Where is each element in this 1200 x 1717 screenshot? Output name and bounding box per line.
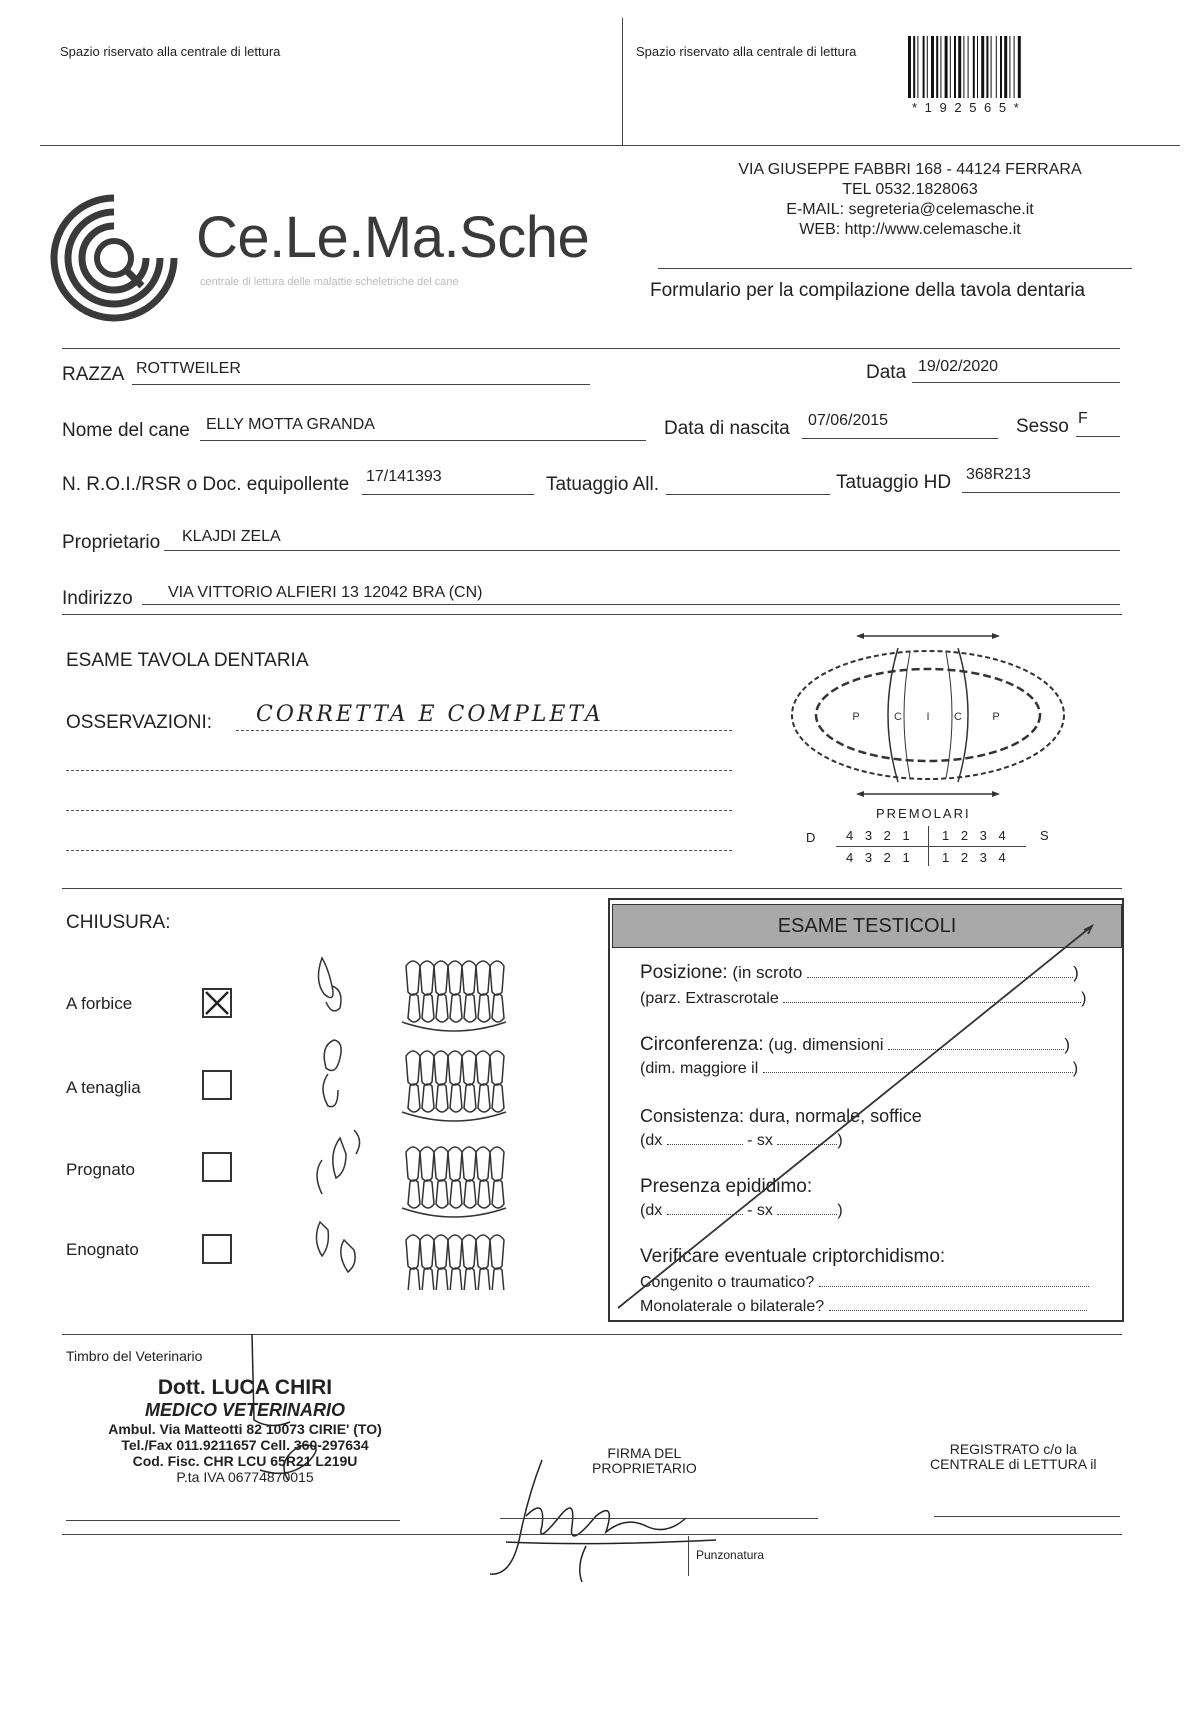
- proprietario-line: [164, 550, 1120, 551]
- checkbox-forbice[interactable]: [202, 988, 232, 1018]
- tooth-lower: [464, 994, 476, 1022]
- tatuaggio-hd-label: Tatuaggio HD: [836, 472, 952, 493]
- stamp-title: MEDICO VETERINARIO: [144, 1400, 345, 1420]
- org-web: WEB: http://www.celemasche.it: [799, 221, 1021, 238]
- tooth-lower: [436, 1268, 448, 1290]
- org-email: E-MAIL: segreteria@celemasche.it: [786, 201, 1034, 218]
- tooth-upper: [448, 1147, 462, 1181]
- osservazioni-line-4: [66, 850, 732, 851]
- side-d: D: [806, 830, 816, 845]
- presenza-dx: (dx: [640, 1202, 663, 1219]
- premolari-upper-right: 1 2 3 4: [942, 828, 1010, 843]
- nome-label: Nome del cane: [62, 420, 190, 441]
- barcode-bar: [945, 36, 948, 98]
- tooth-upper: [420, 1147, 434, 1181]
- premolari-divider: [836, 846, 1026, 847]
- tooth-upper: [406, 961, 420, 995]
- testicoli-title: ESAME TESTICOLI: [777, 915, 957, 937]
- indirizzo-value: VIA VITTORIO ALFIERI 13 12042 BRA (CN): [168, 584, 483, 601]
- barcode-bar: [1018, 36, 1021, 98]
- testicoli-circ-magg: (dim. maggiore il ): [640, 1060, 1079, 1077]
- form-title-rule: [658, 268, 1132, 269]
- stamp-phone: Tel./Fax 011.9211657 Cell. 360-297634: [121, 1437, 369, 1453]
- tooth-lower: [464, 1084, 476, 1112]
- bite-illustrations: [310, 950, 520, 1290]
- org-bottom-rule: [62, 348, 1120, 349]
- tooth-upper: [434, 1051, 448, 1085]
- osservazioni-label: OSSERVAZIONI:: [66, 712, 213, 733]
- barcode-bar: [996, 36, 997, 98]
- tatuaggio-hd-line: [962, 492, 1120, 493]
- org-contact-block: [660, 160, 1160, 240]
- barcode-bar: [958, 36, 961, 98]
- owner-signature: [486, 1456, 726, 1596]
- osservazioni-line-2: [66, 770, 732, 771]
- form-title: Formulario per la compilazione della tavola dentaria: [650, 280, 1086, 301]
- razza-line: [132, 384, 590, 385]
- barcode-bar: [913, 36, 915, 98]
- tooth-lower: [492, 994, 504, 1022]
- posizione-label: Posizione:: [640, 962, 728, 983]
- tooth-upper: [434, 1235, 448, 1269]
- barcode-bar: [936, 36, 938, 98]
- presenza-sx: - sx: [747, 1202, 773, 1219]
- chiusura-label-prognato: Prognato: [66, 1160, 135, 1179]
- data-value: 19/02/2020: [918, 358, 999, 375]
- header-bottom-rule: [40, 145, 1180, 146]
- tooth-lower: [436, 1180, 448, 1208]
- barcode-bar: [940, 36, 941, 98]
- consistenza-sx: - sx: [747, 1132, 773, 1149]
- barcode-bar: [986, 36, 988, 98]
- tooth-upper: [406, 1235, 420, 1269]
- checkbox-enognato[interactable]: [202, 1234, 232, 1264]
- tooth-lower: [464, 1268, 476, 1290]
- testicoli-circ: Circonferenza: (ug. dimensioni ): [640, 1034, 1070, 1055]
- tooth-lower: [478, 994, 490, 1022]
- tooth-upper: [476, 1147, 490, 1181]
- barcode-bar: [931, 36, 934, 98]
- roi-line: [362, 494, 534, 495]
- indirizzo-line: [142, 604, 1120, 605]
- stamp-codfisc: Cod. Fisc. CHR LCU 65R21 L219U: [132, 1453, 358, 1469]
- tooth-upper: [420, 961, 434, 995]
- premolari-center-line: [928, 826, 929, 866]
- stamp-name: Dott. LUCA CHIRI: [157, 1376, 333, 1399]
- proprietario-value: KLAJDI ZELA: [182, 528, 281, 545]
- timbro-label: Timbro del Veterinario: [66, 1348, 203, 1364]
- barcode-bar: [927, 36, 928, 98]
- osservazioni-value: CORRETTA E COMPLETA: [256, 702, 604, 727]
- vet-signature: [230, 1330, 350, 1530]
- circ-label: Circonferenza:: [640, 1034, 764, 1055]
- barcode-bar: [954, 36, 956, 98]
- nascita-line: [802, 438, 998, 439]
- barcode-bar: [973, 36, 975, 98]
- barcode-bar: [917, 36, 918, 98]
- premolari-label: PREMOLARI: [876, 806, 971, 821]
- firma-line-2: PROPRIETARIO: [592, 1460, 697, 1476]
- premolari-lower-right: 1 2 3 4: [942, 850, 1010, 865]
- tooth-upper: [448, 1051, 462, 1085]
- firma-line-1: FIRMA DEL: [607, 1445, 682, 1461]
- tatuaggio-all-label: Tatuaggio All.: [546, 474, 660, 495]
- osservazioni-line-1: [236, 730, 732, 731]
- premolari-lower-left: 4 3 2 1: [846, 850, 914, 865]
- stamp-line: [66, 1520, 400, 1521]
- indirizzo-label: Indirizzo: [62, 588, 133, 609]
- tooth-lower: [478, 1084, 490, 1112]
- tooth-upper: [490, 1147, 504, 1181]
- barcode-bar: [968, 36, 969, 98]
- tooth-lower: [450, 1084, 462, 1112]
- header-divider: [622, 18, 623, 145]
- tooth-lower: [492, 1180, 504, 1208]
- barcode-bar: [963, 36, 964, 98]
- testicoli-presenza: Presenza epididimo:: [640, 1176, 813, 1197]
- roi-label: N. R.O.I./RSR o Doc. equipollente: [62, 474, 350, 495]
- checkbox-prognato[interactable]: [202, 1152, 232, 1182]
- proprietario-label: Proprietario: [62, 532, 161, 553]
- testicoli-strike-through: [612, 920, 1112, 1320]
- punzonatura-label: Punzonatura: [696, 1548, 765, 1562]
- chiusura-label-tenaglia: A tenaglia: [66, 1078, 141, 1097]
- dog-section-rule: [62, 614, 1122, 615]
- circ-dim: (ug. dimensioni: [768, 1035, 884, 1054]
- barcode: [906, 36, 1086, 100]
- tooth-upper: [434, 961, 448, 995]
- osservazioni-line-3: [66, 810, 732, 811]
- footer-top-rule: [62, 1334, 1122, 1335]
- tooth-upper: [448, 961, 462, 995]
- data-line: [912, 382, 1120, 383]
- testicoli-parz: (parz. Extrascrotale ): [640, 990, 1087, 1007]
- checkbox-tenaglia[interactable]: [202, 1070, 232, 1100]
- reserved-right-label: Spazio riservato alla centrale di lettura: [636, 44, 857, 59]
- tooth-lower: [422, 1180, 434, 1208]
- sesso-value: F: [1078, 410, 1088, 427]
- diagram-letter: I: [926, 711, 930, 723]
- diagram-letter: C: [894, 711, 902, 723]
- tooth-upper: [420, 1235, 434, 1269]
- tooth-lower: [408, 994, 420, 1022]
- tooth-lower: [408, 1268, 420, 1290]
- org-tel: TEL 0532.1828063: [842, 181, 978, 198]
- barcode-bar: [950, 36, 951, 98]
- tooth-upper: [462, 961, 476, 995]
- tooth-upper: [490, 1051, 504, 1085]
- registrato-line-1: REGISTRATO c/o la: [949, 1441, 1077, 1457]
- testicoli-consistenza-dxsx: (dx - sx ): [640, 1132, 843, 1149]
- circ-magg-label: (dim. maggiore il: [640, 1060, 759, 1077]
- nascita-value: 07/06/2015: [808, 412, 889, 429]
- jaw-outline: [402, 1022, 506, 1031]
- tooth-lower: [422, 994, 434, 1022]
- barcode-number: * 1 9 2 5 6 5 *: [912, 100, 1021, 115]
- tooth-upper: [434, 1147, 448, 1181]
- testicoli-presenza-dxsx: (dx - sx ): [640, 1202, 843, 1219]
- tooth-upper: [490, 961, 504, 995]
- tooth-lower: [478, 1268, 490, 1290]
- tooth-lower: [478, 1180, 490, 1208]
- diagram-letter: P: [992, 711, 1000, 723]
- tooth-lower: [492, 1268, 504, 1290]
- exam-section-rule: [62, 888, 1122, 889]
- logo-mark-icon: [44, 188, 184, 328]
- tooth-upper: [462, 1147, 476, 1181]
- chiusura-label-forbice: A forbice: [66, 994, 133, 1013]
- tooth-lower: [436, 1084, 448, 1112]
- tooth-upper: [462, 1235, 476, 1269]
- barcode-bar: [1004, 36, 1007, 98]
- tatuaggio-hd-value: 368R213: [966, 466, 1031, 483]
- chiusura-title: CHIUSURA:: [66, 912, 171, 933]
- consistenza-dx: (dx: [640, 1132, 663, 1149]
- dental-chart-diagram: [780, 628, 1080, 800]
- razza-value: ROTTWEILER: [136, 360, 241, 377]
- tooth-lower: [436, 994, 448, 1022]
- nascita-label: Data di nascita: [664, 418, 790, 439]
- tooth-lower: [422, 1268, 434, 1290]
- firma-line: [500, 1518, 818, 1519]
- tooth-lower: [450, 1180, 462, 1208]
- org-address: VIA GIUSEPPE FABBRI 168 - 44124 FERRARA: [738, 161, 1082, 178]
- diagram-letter: C: [954, 711, 962, 723]
- reserved-left-label: Spazio riservato alla centrale di lettura: [60, 44, 281, 59]
- side-s: S: [1040, 828, 1049, 843]
- tooth-upper: [448, 1235, 462, 1269]
- registrato-line: [934, 1516, 1120, 1517]
- registrato-line-2: CENTRALE di LETTURA il: [930, 1456, 1097, 1472]
- testicoli-posizione: Posizione: (in scroto ): [640, 962, 1079, 983]
- tooth-upper: [476, 1235, 490, 1269]
- tooth-upper: [420, 1051, 434, 1085]
- tooth-lower: [450, 994, 462, 1022]
- barcode-bar: [923, 36, 925, 98]
- barcode-bar: [1000, 36, 1002, 98]
- logo-wordmark: Ce.Le.Ma.Sche: [196, 205, 590, 270]
- tooth-lower: [464, 1180, 476, 1208]
- premolari-upper-left: 4 3 2 1: [846, 828, 914, 843]
- nome-value: ELLY MOTTA GRANDA: [206, 416, 375, 433]
- tooth-lower: [408, 1084, 420, 1112]
- tooth-upper: [476, 1051, 490, 1085]
- tatuaggio-all-line: [666, 494, 830, 495]
- barcode-bar: [991, 36, 992, 98]
- jaw-outline: [402, 1112, 506, 1121]
- sesso-label: Sesso: [1016, 416, 1069, 437]
- barcode-bar: [981, 36, 984, 98]
- tooth-upper: [490, 1235, 504, 1269]
- tooth-lower: [492, 1084, 504, 1112]
- punzonatura-divider: [688, 1536, 689, 1576]
- diagram-letter: P: [852, 711, 860, 723]
- tooth-upper: [476, 961, 490, 995]
- jaw-outline: [402, 1208, 506, 1217]
- check-x-icon: [204, 990, 230, 1016]
- logo-tagline: centrale di lettura delle malattie scheletriche del cane: [200, 276, 459, 288]
- data-label: Data: [866, 362, 907, 383]
- tooth-upper: [462, 1051, 476, 1085]
- tooth-upper: [406, 1051, 420, 1085]
- parz-label: (parz. Extrascrotale: [640, 990, 779, 1007]
- stamp-address: Ambul. Via Matteotti 82 10073 CIRIE' (TO): [108, 1421, 382, 1437]
- roi-value: 17/141393: [366, 468, 442, 485]
- tooth-lower: [450, 1268, 462, 1290]
- tooth-upper: [406, 1147, 420, 1181]
- chiusura-label-enognato: Enognato: [66, 1240, 139, 1259]
- tooth-lower: [408, 1180, 420, 1208]
- barcode-bar: [977, 36, 978, 98]
- barcode-bar: [908, 36, 911, 98]
- footer-bottom-rule: [62, 1534, 1122, 1535]
- razza-label: RAZZA: [62, 364, 125, 385]
- nome-line: [200, 440, 646, 441]
- congenito-label: Congenito o traumatico?: [640, 1274, 815, 1291]
- sesso-line: [1076, 436, 1120, 437]
- registrato-label: [930, 1442, 1096, 1472]
- exam-title: ESAME TAVOLA DENTARIA: [66, 650, 309, 671]
- testicoli-verificare: Verificare eventuale criptorchidismo:: [640, 1246, 946, 1267]
- barcode-bar: [1009, 36, 1010, 98]
- posizione-scroto: (in scroto: [732, 963, 803, 982]
- monolaterale-label: Monolaterale o bilaterale?: [640, 1298, 825, 1315]
- testicoli-consistenza: Consistenza: dura, normale, soffice: [640, 1106, 922, 1126]
- tooth-lower: [422, 1084, 434, 1112]
- stamp-piva: P.ta IVA 06774870015: [176, 1469, 314, 1485]
- barcode-bar: [1014, 36, 1015, 98]
